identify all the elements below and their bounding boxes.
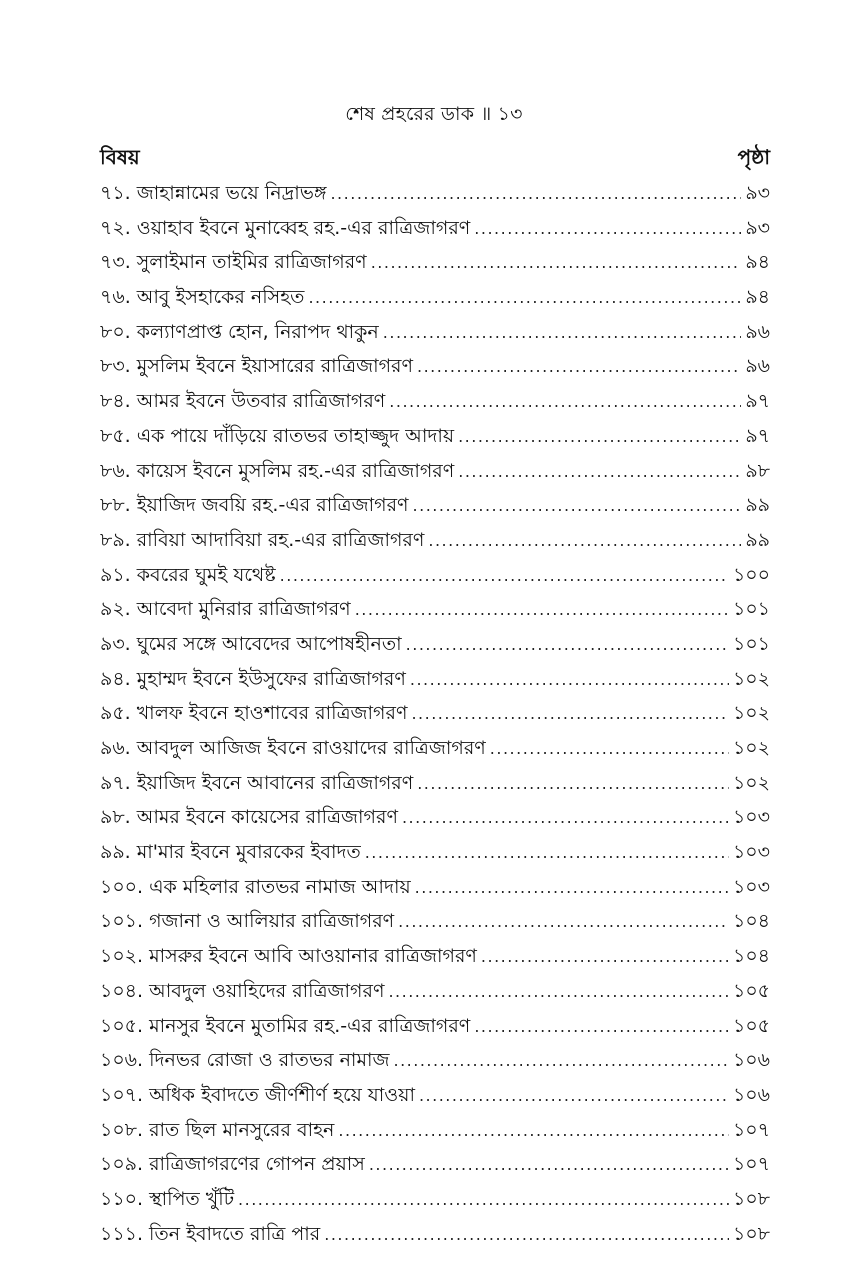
toc-entry [100, 558, 770, 593]
toc-entry-page: ১০২ [732, 702, 770, 725]
toc-entry-page: ১০৬ [732, 1049, 770, 1072]
toc-entry [100, 419, 770, 454]
dot-leader [324, 1218, 729, 1253]
toc-entry-title: সুলাইমান তাইমির রাত্রিজাগরণ [136, 251, 367, 274]
toc-entry-title: আমর ইবনে কায়েসের রাত্রিজাগরণ [136, 806, 398, 829]
toc-entry-title: আবদুল ওয়াহিদের রাত্রিজাগরণ [149, 979, 385, 1002]
toc-entry-page: ১০৫ [732, 979, 770, 1002]
toc-entry-number: ৭২. [100, 216, 131, 239]
dot-leader [490, 732, 729, 767]
toc-entry-number: ৮৯. [100, 528, 131, 551]
toc-entry-page: ৯৮ [745, 459, 770, 482]
toc-entry-page: ১০৫ [732, 1014, 770, 1037]
toc-entry [100, 349, 770, 384]
dot-leader [365, 836, 729, 871]
toc-entry-title: দিনভর রোজা ও রাতভর নামাজ [149, 1049, 390, 1072]
dot-leader [330, 177, 741, 212]
toc-entry-number: ৯৪. [100, 667, 131, 690]
table-of-contents [100, 176, 770, 1251]
dot-leader [411, 697, 729, 732]
toc-entry-page: ১০৩ [732, 841, 770, 864]
dot-leader [458, 420, 741, 455]
dot-leader [308, 281, 741, 316]
toc-entry [100, 904, 770, 939]
toc-entry-title: আমর ইবনে উতবার রাত্রিজাগরণ [136, 390, 386, 413]
toc-entry-page: ৯৩ [745, 182, 770, 204]
toc-entry-title: তিন ইবাদতে রাত্রি পার [149, 1222, 321, 1245]
toc-entry [100, 488, 770, 523]
toc-entry [100, 1078, 770, 1113]
toc-entry-number: ৯৭. [100, 771, 131, 794]
toc-entry-title: মুহাম্মদ ইবনে ইউসুফের রাত্রিজাগরণ [136, 667, 406, 690]
toc-entry-number: ৯২. [100, 598, 131, 621]
toc-entry [100, 662, 770, 697]
toc-entry-page: ৯৭ [745, 390, 770, 413]
toc-entry [100, 731, 770, 766]
page-heading: পৃষ্ঠা [737, 145, 770, 169]
dot-leader [406, 628, 729, 663]
dot-leader [402, 801, 729, 836]
toc-entry-page: ১০৭ [732, 1118, 770, 1141]
toc-entry-title: এক পায়ে দাঁড়িয়ে রাতভর তাহাজ্জুদ আদায় [136, 424, 455, 447]
toc-entry [100, 1009, 770, 1044]
toc-entry-number: ৮৩. [100, 355, 131, 378]
column-headings [100, 143, 770, 176]
dot-leader [383, 316, 742, 351]
toc-entry [100, 627, 770, 662]
toc-entry-number: ১০১. [100, 910, 144, 933]
toc-entry-page: ৯৬ [745, 320, 770, 343]
toc-entry-title: অধিক ইবাদতে জীর্ণশীর্ণ হয়ে যাওয়া [149, 1083, 415, 1106]
toc-entry-number: ৯৯. [100, 841, 131, 864]
toc-entry-number: ১০০. [100, 875, 144, 898]
toc-entry-title: এক মহিলার রাতভর নামাজ আদায় [149, 875, 411, 898]
toc-entry-title: মানসুর ইবনে মুতামির রহ.-এর রাত্রিজাগরণ [149, 1014, 471, 1037]
dot-leader [410, 663, 729, 698]
toc-entry [100, 592, 770, 627]
toc-entry-page: ৯৭ [745, 424, 770, 447]
toc-entry-number: ১০২. [100, 945, 144, 968]
dot-leader [417, 350, 741, 385]
toc-entry-number: ১১০. [100, 1187, 144, 1210]
toc-entry-page: ১০৮ [732, 1222, 770, 1245]
toc-entry-number: ৭৩. [100, 251, 131, 274]
toc-entry-title: ইয়াজিদ ইবনে আবানের রাত্রিজাগরণ [136, 771, 414, 794]
toc-entry-page: ১০৮ [732, 1187, 770, 1210]
toc-entry-page: ৯৯ [745, 494, 770, 517]
running-header: শেষ প্রহরের ডাক ॥ ১৩ [345, 103, 523, 125]
toc-entry-title: খালফ ইবনে হাওশাবের রাত্রিজাগরণ [136, 702, 408, 725]
dot-leader [369, 1148, 729, 1183]
toc-entry-title: স্থাপিত খুঁটি [149, 1187, 235, 1210]
toc-entry-title: রাত ছিল মানসুরের বাহন [149, 1118, 335, 1141]
toc-entry [100, 384, 770, 419]
toc-entry-title: কায়েস ইবনে মুসলিম রহ.-এর রাত্রিজাগরণ [136, 459, 455, 482]
toc-entry [100, 523, 770, 558]
toc-entry-page: ৯৩ [745, 216, 770, 239]
toc-entry-title: কবরের ঘুমই যথেষ্ট [136, 563, 276, 586]
toc-entry-number: ৯৬. [100, 737, 131, 759]
toc-entry-number: ৯৫. [100, 702, 131, 725]
toc-entry-number: ১১১. [100, 1222, 144, 1245]
toc-entry [100, 870, 770, 905]
toc-entry [100, 939, 770, 974]
dot-leader [417, 767, 729, 802]
toc-entry-page: ১০৩ [732, 875, 770, 898]
toc-entry-page: ১০১ [732, 598, 770, 621]
dot-leader [398, 905, 729, 940]
toc-entry-title: ঘুমের সঙ্গে আবেদের আপোষহীনতা [136, 632, 402, 655]
toc-entry-number: ৮৫. [100, 424, 131, 447]
dot-leader [355, 593, 729, 628]
toc-entry-title: মুসলিম ইবনে ইয়াসারের রাত্রিজাগরণ [136, 355, 413, 378]
toc-entry-title: আবেদা মুনিরার রাত্রিজাগরণ [136, 598, 351, 621]
dot-leader [388, 975, 729, 1010]
toc-entry [100, 454, 770, 489]
toc-entry [100, 800, 770, 835]
toc-entry [100, 1217, 770, 1252]
toc-entry [100, 245, 770, 280]
toc-entry-page: ৯৪ [745, 286, 770, 309]
toc-entry-title: রাবিয়া আদাবিয়া রহ.-এর রাত্রিজাগরণ [136, 528, 425, 551]
toc-entry-title: ইয়াজিদ জবয়ি রহ.-এর রাত্রিজাগরণ [136, 494, 409, 517]
toc-entry [100, 1182, 770, 1217]
subject-heading: বিষয় [100, 145, 140, 169]
toc-entry-title: জাহান্নামের ভয়ে নিদ্রাভঙ্গ [136, 182, 327, 204]
toc-entry-number: ১০৮. [100, 1118, 144, 1141]
toc-entry-page: ১০২ [732, 771, 770, 794]
toc-entry-page: ১০৪ [732, 945, 770, 968]
toc-entry-number: ৯৩. [100, 632, 131, 655]
toc-entry-title: ওয়াহাব ইবনে মুনাব্বেহ রহ.-এর রাত্রিজাগরণ [136, 216, 471, 239]
toc-entry-number: ৮৮. [100, 494, 131, 517]
toc-entry [100, 280, 770, 315]
dot-leader [394, 1044, 729, 1079]
dot-leader [415, 871, 729, 906]
toc-entry-number: ১০৭. [100, 1083, 144, 1106]
toc-entry [100, 696, 770, 731]
toc-entry-number: ৯৮. [100, 806, 131, 829]
toc-entry-page: ৯৪ [745, 251, 770, 274]
toc-entry [100, 1043, 770, 1078]
toc-entry-number: ৮৬. [100, 459, 131, 482]
toc-entry-number: ১০৪. [100, 979, 144, 1002]
dot-leader [413, 489, 742, 524]
dot-leader [338, 1114, 729, 1149]
toc-entry-page: ১০১ [732, 632, 770, 655]
toc-entry [100, 974, 770, 1009]
toc-entry-page: ৯৯ [745, 528, 770, 551]
toc-entry-number: ১০৯. [100, 1153, 144, 1176]
toc-entry-number: ৮৪. [100, 390, 131, 413]
dot-leader [371, 246, 742, 281]
dot-leader [428, 524, 741, 559]
toc-entry-page: ১০৭ [732, 1153, 770, 1176]
toc-entry-number: ৭১. [100, 182, 131, 204]
toc-entry-page: ১০২ [732, 667, 770, 690]
toc-entry-title: আবদুল আজিজ ইবনে রাওয়াদের রাত্রিজাগরণ [136, 737, 486, 759]
dot-leader [474, 1010, 729, 1045]
toc-entry [100, 1113, 770, 1148]
toc-entry-page: ১০৩ [732, 806, 770, 829]
toc-entry-page: ৯৬ [745, 355, 770, 378]
toc-entry [100, 766, 770, 801]
toc-entry-page: ১০৪ [732, 910, 770, 933]
dot-leader [389, 385, 741, 420]
toc-entry [100, 315, 770, 350]
toc-entry-number: ১০৬. [100, 1049, 144, 1072]
toc-entry-title: মা'মার ইবনে মুবারকের ইবাদত [136, 841, 361, 864]
toc-entry-title: কল্যাণপ্রাপ্ত হোন, নিরাপদ থাকুন [136, 320, 379, 343]
toc-entry [100, 176, 770, 211]
toc-entry-number: ৮০. [100, 320, 131, 343]
toc-entry-page: ১০০ [732, 563, 770, 586]
toc-entry-number: ৭৬. [100, 286, 131, 309]
dot-leader [458, 455, 741, 490]
toc-entry-title: রাত্রিজাগরণের গোপন প্রয়াস [149, 1153, 365, 1176]
toc-entry-page: ১০২ [732, 737, 770, 759]
toc-entry-title: আবু ইসহাকের নসিহত [136, 286, 305, 309]
toc-entry-title: মাসরুর ইবনে আবি আওয়ানার রাত্রিজাগরণ [149, 945, 477, 968]
dot-leader [481, 940, 729, 975]
dot-leader [474, 212, 741, 247]
toc-entry-page: ১০৬ [732, 1083, 770, 1106]
toc-entry [100, 1147, 770, 1182]
toc-entry-number: ৯১. [100, 563, 131, 586]
toc-entry-title: গজানা ও আলিয়ার রাত্রিজাগরণ [149, 910, 395, 933]
toc-entry [100, 211, 770, 246]
toc-entry-number: ১০৫. [100, 1014, 144, 1037]
dot-leader [280, 559, 729, 594]
dot-leader [238, 1183, 729, 1218]
dot-leader [419, 1079, 729, 1114]
toc-entry [100, 835, 770, 870]
